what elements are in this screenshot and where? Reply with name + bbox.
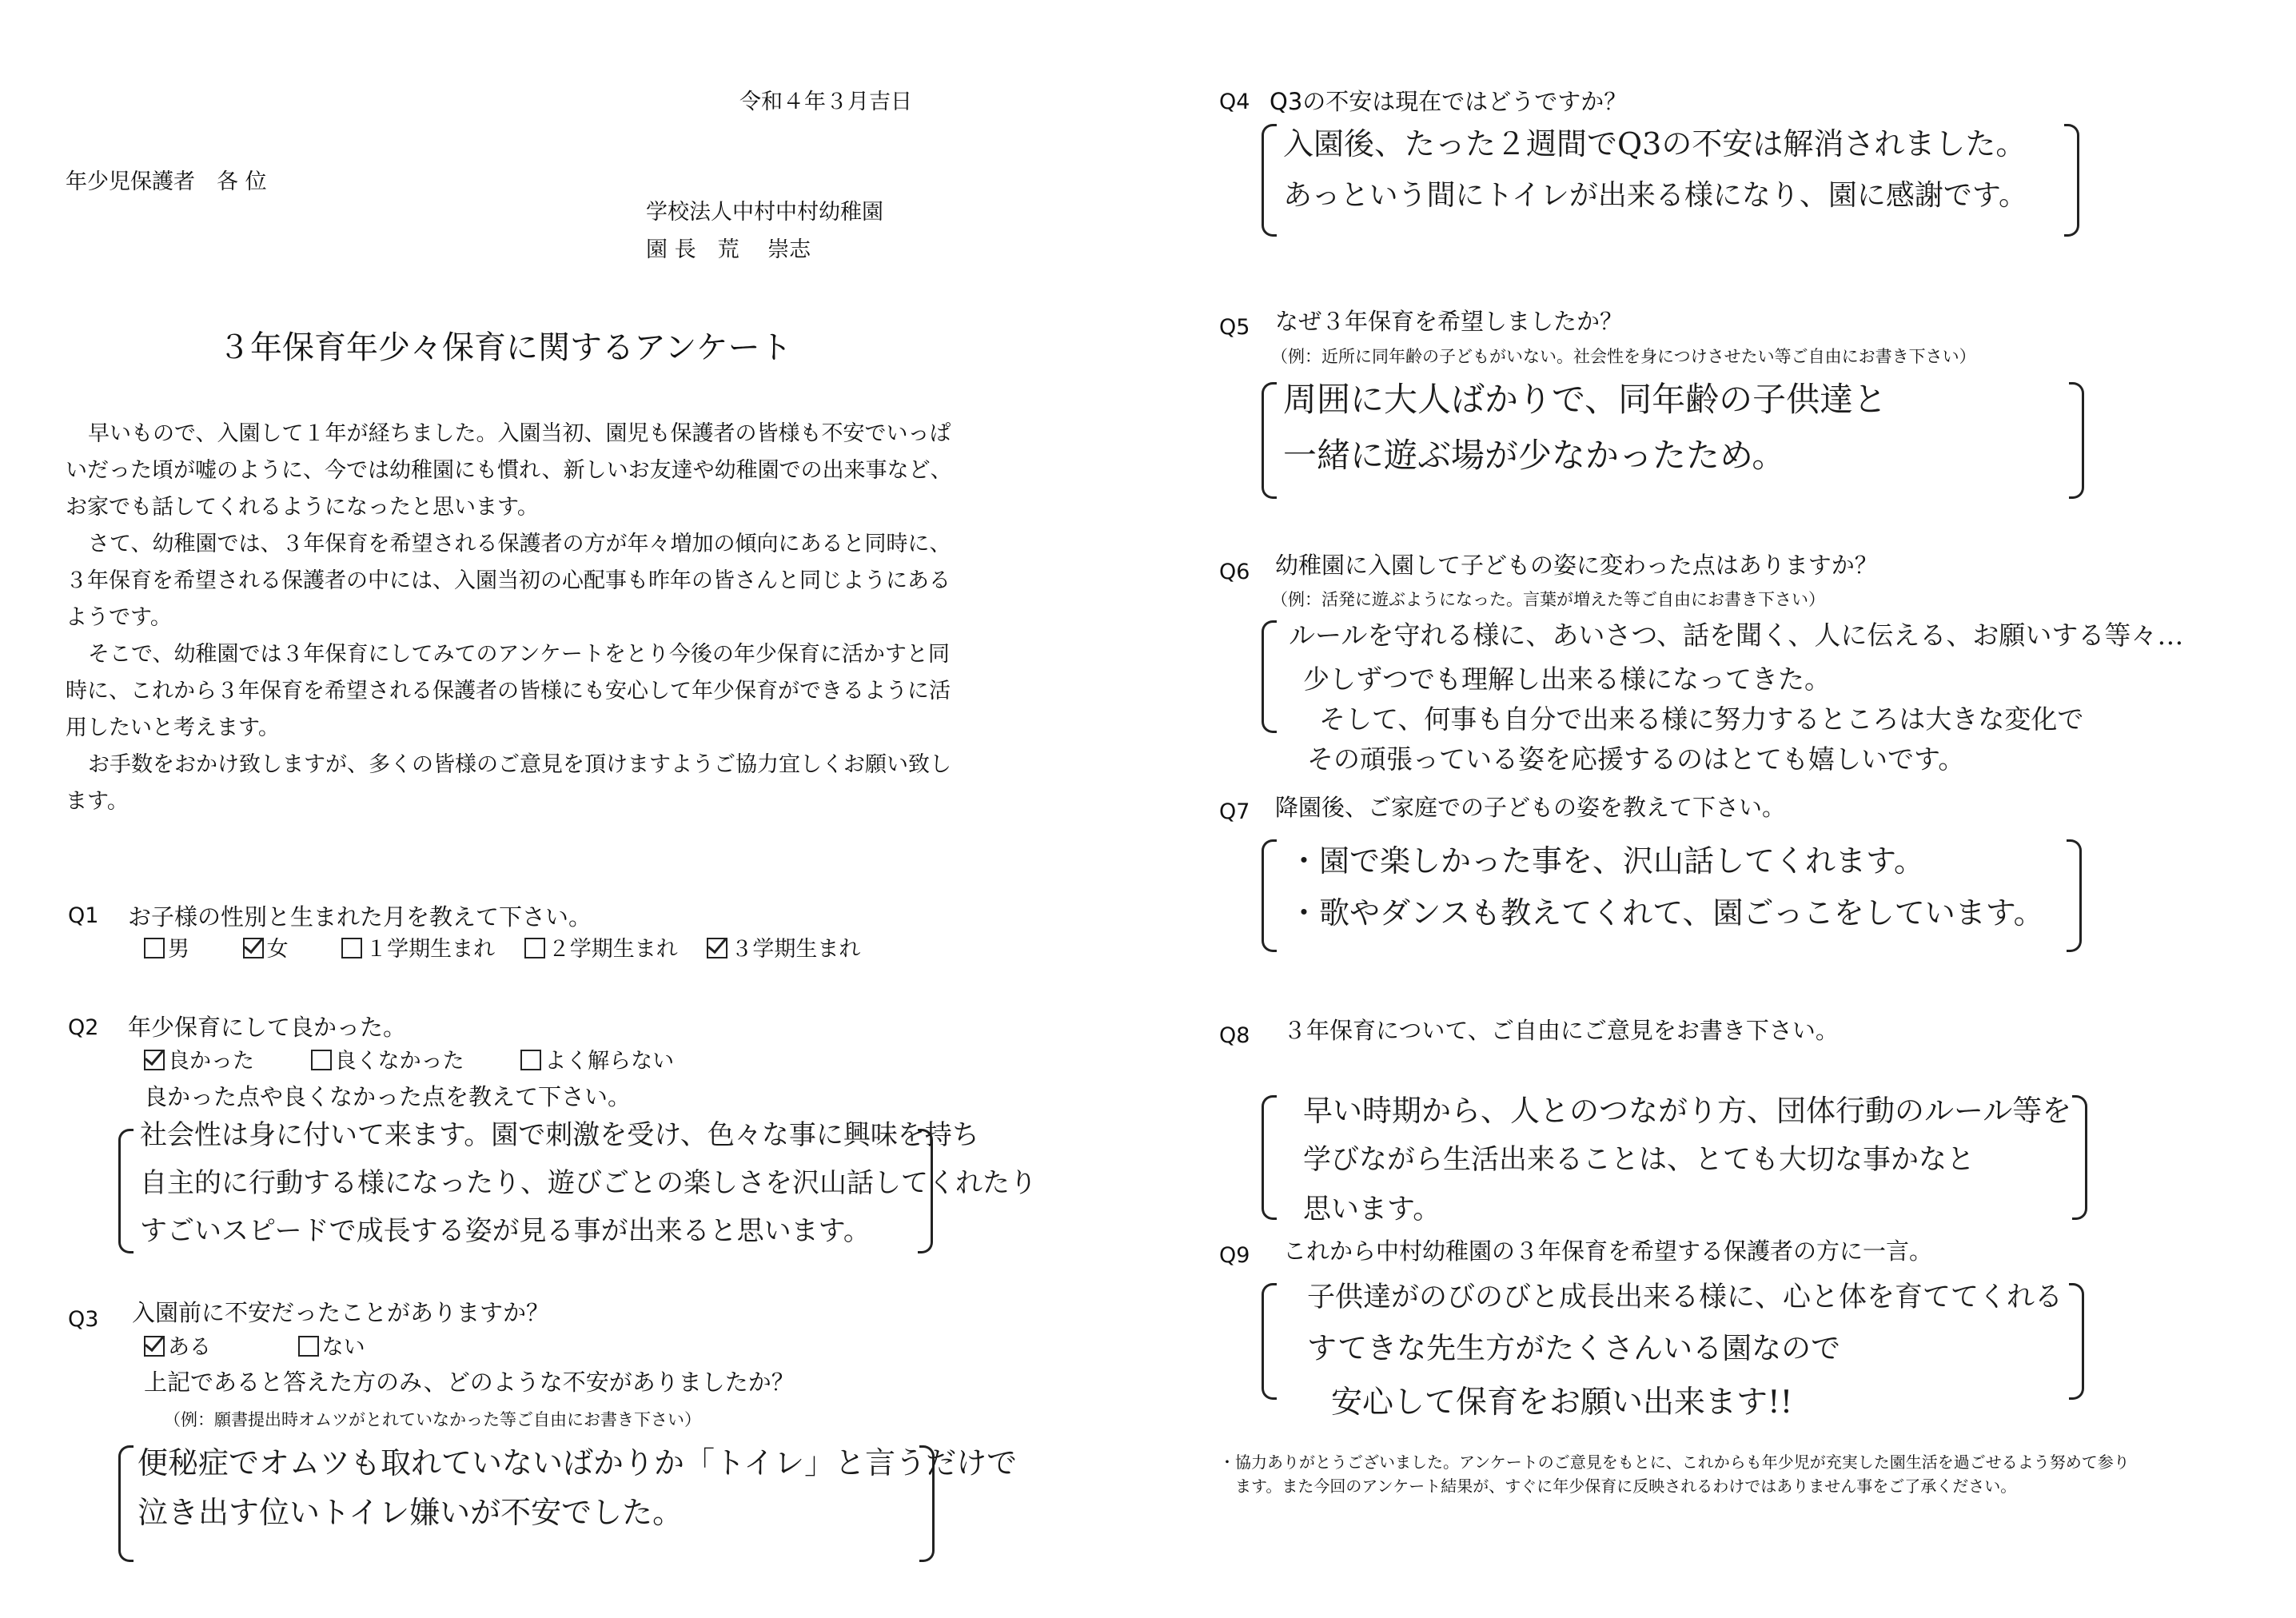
q3-number: Q3: [68, 1307, 99, 1332]
page-title: ３年保育年少々保育に関するアンケート: [218, 329, 792, 366]
q1-option-term2[interactable]: ２学期生まれ: [524, 937, 678, 962]
answer-bracket-right: [2067, 839, 2082, 952]
q4-number: Q4: [1219, 90, 1250, 114]
q2-option-unsure[interactable]: よく解らない: [520, 1049, 674, 1074]
checkbox-checked-icon[interactable]: [144, 1336, 165, 1357]
principal: 園 長 荒 崇志: [646, 237, 811, 262]
q4-answer-line: あっという間にトイレが出来る様になり、園に感謝です。: [1283, 179, 2027, 212]
checkbox-checked-icon[interactable]: [144, 1050, 165, 1070]
q9-answer-line: 安心して保育をお願い出来ます!!: [1331, 1385, 1793, 1421]
answer-bracket-left: [1262, 382, 1277, 499]
q3-answer-line: 便秘症でオムツも取れていないばかりか「トイレ」と言うだけで: [138, 1445, 1018, 1481]
answer-bracket-left: [1262, 124, 1277, 237]
q6-question: 幼稚園に入園して子どもの姿に変わった点はありますか？: [1275, 552, 1878, 579]
q3-subquestion: 上記であると答えた方のみ、どのような不安がありましたか？: [144, 1369, 795, 1396]
intro-paragraph: そこで、幼稚園では３年保育にしてみてのアンケートをとり今後の年少保育に活かすと同時に、これから３年保育を希望される保護者の皆様にも安心して年少保育ができるように活用したいと考えます。: [66, 642, 951, 740]
date: 令和４年３月吉日: [739, 90, 912, 114]
checkbox-checked-icon[interactable]: [243, 938, 264, 958]
addressee: 年少児保護者 各 位: [66, 169, 267, 194]
q8-answer-line: 学びながら生活出来ることは、とても大切な事かなと: [1303, 1144, 1975, 1176]
answer-bracket-right: [2072, 1095, 2087, 1220]
q2-option-bad[interactable]: 良くなかった: [311, 1049, 464, 1074]
q3-answer-line: 泣き出す位いトイレ嫌いが不安でした。: [138, 1495, 684, 1530]
q1-question: お子様の性別と生まれた月を教えて下さい。: [128, 903, 592, 931]
checkbox-checked-icon[interactable]: [707, 938, 727, 958]
q8-answer-line: 思います。: [1303, 1194, 1441, 1225]
q2-answer-line: 社会性は身に付いて来ます。園で刺激を受け、色々な事に興味を持ち: [140, 1119, 979, 1151]
q1-option-male[interactable]: 男: [144, 937, 189, 962]
q6-answer-line: そして、何事も自分で出来る様に努力するところは大きな変化で: [1319, 703, 2084, 735]
q2-question: 年少保育にして良かった。: [128, 1014, 407, 1041]
q6-example: （例：活発に遊ぶようになった。言葉が増えた等ご自由にお書き下さい）: [1271, 590, 1825, 609]
q8-answer-line: 早い時期から、人とのつながり方、団体行動のルール等を: [1303, 1094, 2072, 1128]
answer-bracket-left: [1262, 839, 1277, 952]
answer-bracket-right: [2069, 1283, 2084, 1400]
q5-answer-line: 周囲に大人ばかりで、同年齢の子供達と: [1283, 380, 1887, 419]
answer-bracket-right: [2069, 382, 2084, 499]
checkbox-icon[interactable]: [520, 1050, 541, 1070]
q7-answer-line: ・園で楽しかった事を、沢山話してくれます。: [1289, 843, 1924, 879]
q5-example: （例：近所に同年齢の子どもがいない。社会性を身につけさせたい等ご自由にお書き下さい）: [1271, 347, 1976, 366]
footer-note: ます。また今回のアンケート結果が、すぐに年少保育に反映されるわけではありません事をご了承ください。: [1235, 1477, 2017, 1496]
q4-answer-line: 入園後、たった２週間でQ3の不安は解消されました。: [1283, 126, 2027, 161]
q9-number: Q9: [1219, 1243, 1250, 1268]
footer-note: ・協力ありがとうございました。アンケートのご意見をもとに、これからも年少児が充実した園生活を過ごせるよう努めて参り: [1219, 1453, 2130, 1472]
intro-text: [66, 416, 969, 820]
checkbox-icon[interactable]: [311, 1050, 332, 1070]
q1-options: [144, 937, 860, 962]
q6-answer-line: 少しずつでも理解し出来る様になってきた。: [1303, 664, 1831, 695]
q1-option-term1[interactable]: １学期生まれ: [341, 937, 495, 962]
q5-number: Q5: [1219, 315, 1250, 340]
intro-paragraph: お手数をおかけ致しますが、多くの皆様のご意見を頂けますようご協力宜しくお願い致します。: [66, 752, 951, 814]
school-name: 学校法人中村中村幼稚園: [646, 200, 883, 225]
answer-bracket-left: [1262, 1283, 1277, 1400]
q1-option-female[interactable]: 女: [243, 937, 289, 962]
q1-number: Q1: [68, 903, 99, 928]
checkbox-icon[interactable]: [144, 938, 165, 958]
answer-bracket-left: [118, 1445, 134, 1562]
intro-paragraph: さて、幼稚園では、３年保育を希望される保護者の方が年々増加の傾向にあると同時に、３年保育を希望される保護者の中には、入園当初の心配事も昨年の皆さんと同じようにあるようです。: [66, 532, 951, 630]
q3-option-yes[interactable]: ある: [144, 1335, 211, 1360]
q4-question: Q3の不安は現在ではどうですか？: [1270, 88, 1628, 115]
q8-number: Q8: [1219, 1023, 1250, 1048]
answer-bracket-right: [2064, 124, 2079, 237]
q5-question: なぜ３年保育を希望しましたか？: [1275, 308, 1624, 335]
q3-question: 入園前に不安だったことがありますか？: [132, 1299, 550, 1326]
q7-number: Q7: [1219, 799, 1250, 824]
answer-bracket-left: [1262, 1095, 1277, 1220]
checkbox-icon[interactable]: [524, 938, 545, 958]
q2-options: [144, 1049, 674, 1074]
answer-bracket-left: [1262, 620, 1277, 733]
q7-answer-line: ・歌やダンスも教えてくれて、園ごっこをしています。: [1289, 895, 2044, 931]
q2-subquestion: 良かった点や良くなかった点を教えて下さい。: [144, 1083, 632, 1110]
q9-answer-line: すてきな先生方がたくさんいる園なので: [1307, 1331, 1841, 1365]
q8-question: ３年保育について、ご自由にご意見をお書き下さい。: [1283, 1017, 1839, 1044]
q6-number: Q6: [1219, 560, 1250, 584]
q2-number: Q2: [68, 1015, 99, 1040]
q9-answer-line: 子供達がのびのびと成長出来る様に、心と体を育ててくれる: [1307, 1281, 2063, 1313]
q6-answer-line: ルールを守れる様に、あいさつ、話を聞く、人に伝える、お願いする等々…: [1289, 620, 2184, 651]
intro-paragraph: 早いもので、入園して１年が経ちました。入園当初、園児も保護者の皆様も不安でいっぱいだった頃が嘘のように、今では幼稚園にも慣れ、新しいお友達や幼稚園での出来事など、お家でも話してくれるようになったと思います。: [66, 421, 952, 520]
q2-answer-line: 自主的に行動する様になったり、遊びごとの楽しさを沢山話してくれたり: [140, 1167, 1037, 1199]
checkbox-icon[interactable]: [341, 938, 362, 958]
q3-example: （例：願書提出時オムツがとれていなかった等ご自由にお書き下さい）: [164, 1410, 701, 1429]
checkbox-icon[interactable]: [298, 1336, 319, 1357]
q3-options: [144, 1335, 365, 1361]
q6-answer-line: その頑張っている姿を応援するのはとても嬉しいです。: [1307, 743, 1965, 775]
q5-answer-line: 一緒に遊ぶ場が少なかったため。: [1283, 436, 1786, 475]
q9-question: これから中村幼稚園の３年保育を希望する保護者の方に一言。: [1283, 1237, 1933, 1265]
q2-answer-line: すごいスピードで成長する姿が見る事が出来ると思います。: [140, 1215, 871, 1247]
q1-option-term3[interactable]: ３学期生まれ: [707, 937, 860, 962]
q2-option-good[interactable]: 良かった: [144, 1049, 254, 1074]
q3-option-no[interactable]: ない: [298, 1335, 365, 1360]
q7-question: 降園後、ご家庭での子どもの姿を教えて下さい。: [1275, 794, 1786, 821]
answer-bracket-left: [118, 1129, 134, 1253]
